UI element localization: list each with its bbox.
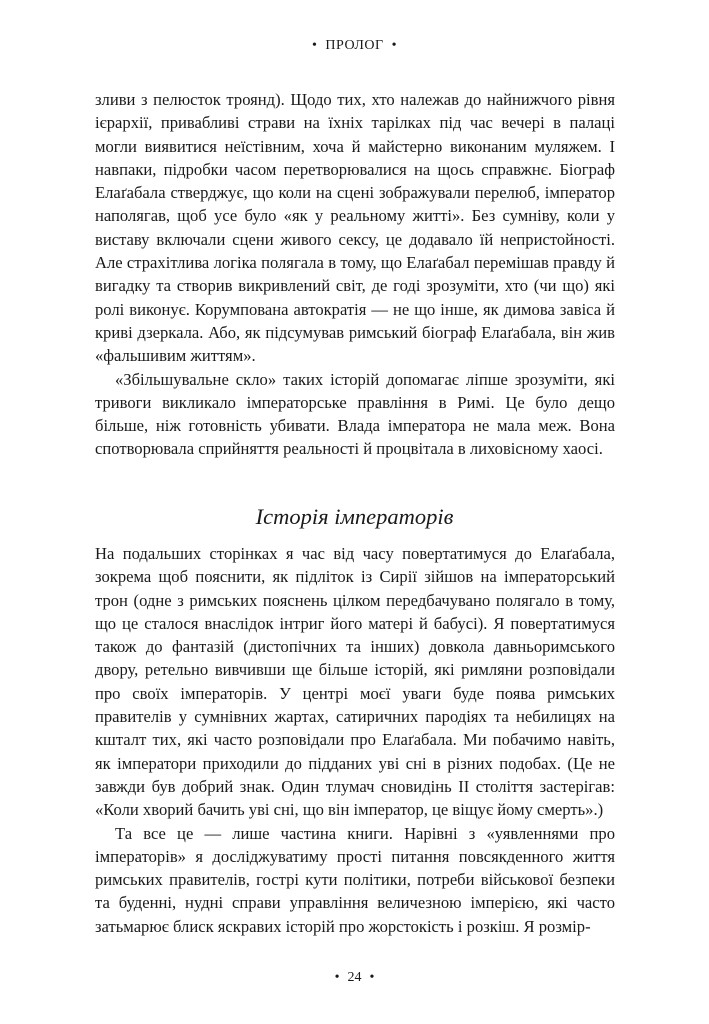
header-bullet-left: • <box>312 38 318 53</box>
paragraph: Та все це — лише частина книги. Нарівні з «уявленнями про імператорів» я досліджуватиму прості питання повсякденного життя римських правителів, гострі кути політики, потреби військової безпеки та буденні, нудні справи управління величезною імперією, які часто затьмарює блиск яскравих історій про жорстокість і розкіш. Я розмір- <box>95 823 615 936</box>
running-head <box>0 38 709 54</box>
footer-bullet-left: • <box>334 970 340 985</box>
paragraph: «Збільшувальне скло» таких історій допомагає ліпше зрозуміти, які тривоги викликало імператорське правління в Римі. Це було дещо більше, ніж готовність убивати. Влада імператора не мала меж. Вона спотворювала сприйняття реальності й процвітала в лиховісному хаосі. <box>95 369 615 459</box>
header-bullet-right: • <box>391 38 397 53</box>
footer-bullet-right: • <box>369 970 375 985</box>
running-title: ПРОЛОГ <box>325 38 384 53</box>
section-heading: Історія імператорів <box>255 504 454 529</box>
paragraph-continued: зливи з пелюсток троянд). Щодо тих, хто належав до найнижчого рівня ієрархії, привабливі страви на їхніх тарілках під час вечері в палаці могли виявитися неїстівним, хоча й майстерно виконаним муляжем. І навпаки, підробки часом перетворювалися на щось справжнє. Біограф Елаґабала стверджує, що коли на сцені зображували перелюб, імператор наполягав, щоб усе було «як у реальному житті». Без сумніву, коли у виставу включали сцени живого сексу, це додавало їй непристойності. Але страхітлива логіка полягала в тому, що Елаґабал перемішав правду й вигадку та створив викривлений світ, де годі зрозуміти, хто (чи що) які ролі виконує. Корумпована автократія — не що інше, як димова завіса й криві дзеркала. Або, як підсумував римський біограф Елаґабала, він жив «фальшивим життям». <box>95 90 615 366</box>
section-2-body <box>95 542 615 938</box>
page-number-value: 24 <box>347 970 362 985</box>
paragraph: На подальших сторінках я час від часу повертатимуся до Елаґабала, зокрема щоб пояснити, як підліток із Сирії зійшов на імператорський трон (одне з римських пояснень цілком передбачувано полягало в тому, що це сталося внаслідок інтриг його матері й бабусі). Я повертатимуся також до фантазій (дистопічних та інших) довкола давньоримського двору, ретельно вивчивши ще більше історій, які римляни розповідали про своїх імператорів. У центрі моєї уваги буде поява римських правителів у сумнівних жартах, сатиричних пародіях та небилицях на кшталт тих, які часто розповідали про Елаґабала. Ми побачимо навіть, як імператори приходили до підданих уві сні в різних подобах. (Це не завжди був добрий знак. Один тлумач сновидінь II століття застерігав: «Коли хворий бачить уві сні, що він імператор, це віщує йому смерть».) <box>95 544 615 820</box>
page-number <box>0 970 709 986</box>
section-1-body <box>95 88 615 461</box>
